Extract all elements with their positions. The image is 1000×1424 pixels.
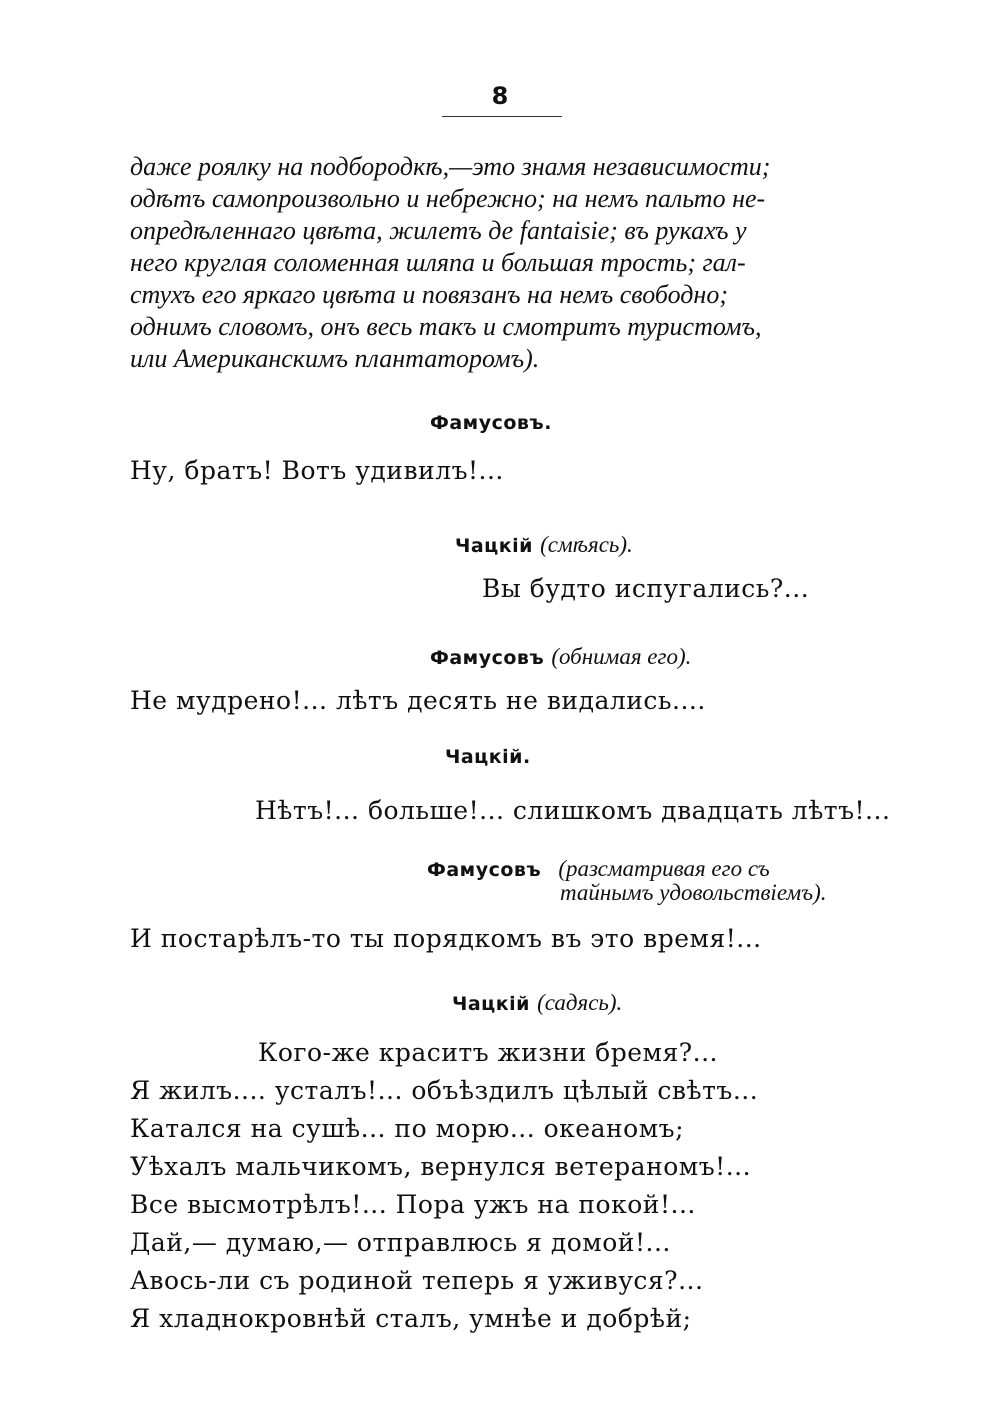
speaker-heading: [427, 856, 770, 882]
speaker-heading: [430, 644, 691, 670]
verse-line: Кого-же краситъ жизни бремя?...: [258, 1038, 718, 1067]
stage-direction-line: одѣтъ самопроизвольно и небрежно; на немъ пальто не-: [130, 184, 766, 213]
verse-line: Я хладнокровнѣй сталъ, умнѣе и добрѣй;: [130, 1304, 692, 1333]
speaker-heading: [445, 746, 531, 768]
speaker-name: Чацкій: [455, 535, 533, 557]
verse-line: Катался на сушѣ... по морю... океаномъ;: [130, 1114, 684, 1143]
stage-direction-line: даже роялку на подбородкѣ,—это знамя независимости;: [130, 152, 771, 181]
page-number: 8: [491, 82, 509, 110]
speaker-heading: [455, 532, 633, 558]
speaker-direction-continued: тайнымъ удовольствіемъ).: [560, 880, 827, 905]
verse-line: Авось-ли съ родиной теперь я уживуся?...: [130, 1266, 704, 1295]
dialogue-line: Нѣтъ!... больше!... слишкомъ двадцать лѣтъ!...: [255, 796, 891, 825]
stage-direction-line: него круглая соломенная шляпа и большая трость; гал-: [130, 248, 746, 277]
verse-line: Я жилъ.... усталъ!... объѣздилъ цѣлый свѣтъ...: [130, 1076, 759, 1105]
dialogue-line: Ну, братъ! Вотъ удивилъ!...: [130, 456, 504, 485]
speaker-name: Чацкій: [452, 993, 530, 1015]
dialogue-line: И постарѣлъ-то ты порядкомъ въ это время!...: [130, 924, 762, 953]
stage-direction-line: опредѣленнаго цвѣта, жилетъ де fantaisie; въ рукахъ у: [130, 216, 747, 245]
speaker-heading: [452, 990, 622, 1016]
stage-direction-line: однимъ словомъ, онъ весь такъ и смотритъ туристомъ,: [130, 312, 762, 341]
speaker-name: Чацкій.: [445, 746, 531, 768]
speaker-name: Фамусовъ: [427, 859, 542, 881]
verse-line: Все высмотрѣлъ!... Пора ужъ на покой!...: [130, 1190, 696, 1219]
header-rule: [442, 116, 562, 117]
speaker-direction: (смѣясь).: [540, 532, 633, 557]
speaker-name: Фамусовъ.: [430, 412, 552, 434]
speaker-name: Фамусовъ: [430, 647, 545, 669]
verse-line: Уѣхалъ мальчикомъ, вернулся ветераномъ!...: [130, 1152, 752, 1181]
speaker-direction: (разсматривая его съ: [558, 856, 770, 881]
speaker-heading: [430, 412, 552, 434]
speaker-direction: (обнимая его).: [551, 644, 692, 669]
speaker-direction: (садясь).: [537, 990, 623, 1015]
stage-direction-line: или Американскимъ плантаторомъ).: [130, 344, 540, 373]
dialogue-line: Вы будто испугались?...: [482, 574, 810, 603]
stage-direction-line: стухъ его яркаго цвѣта и повязанъ на немъ свободно;: [130, 280, 728, 309]
verse-line: Дай,— думаю,— отправлюсь я домой!...: [130, 1228, 671, 1257]
dialogue-line: Не мудрено!... лѣтъ десять не видались....: [130, 686, 706, 715]
